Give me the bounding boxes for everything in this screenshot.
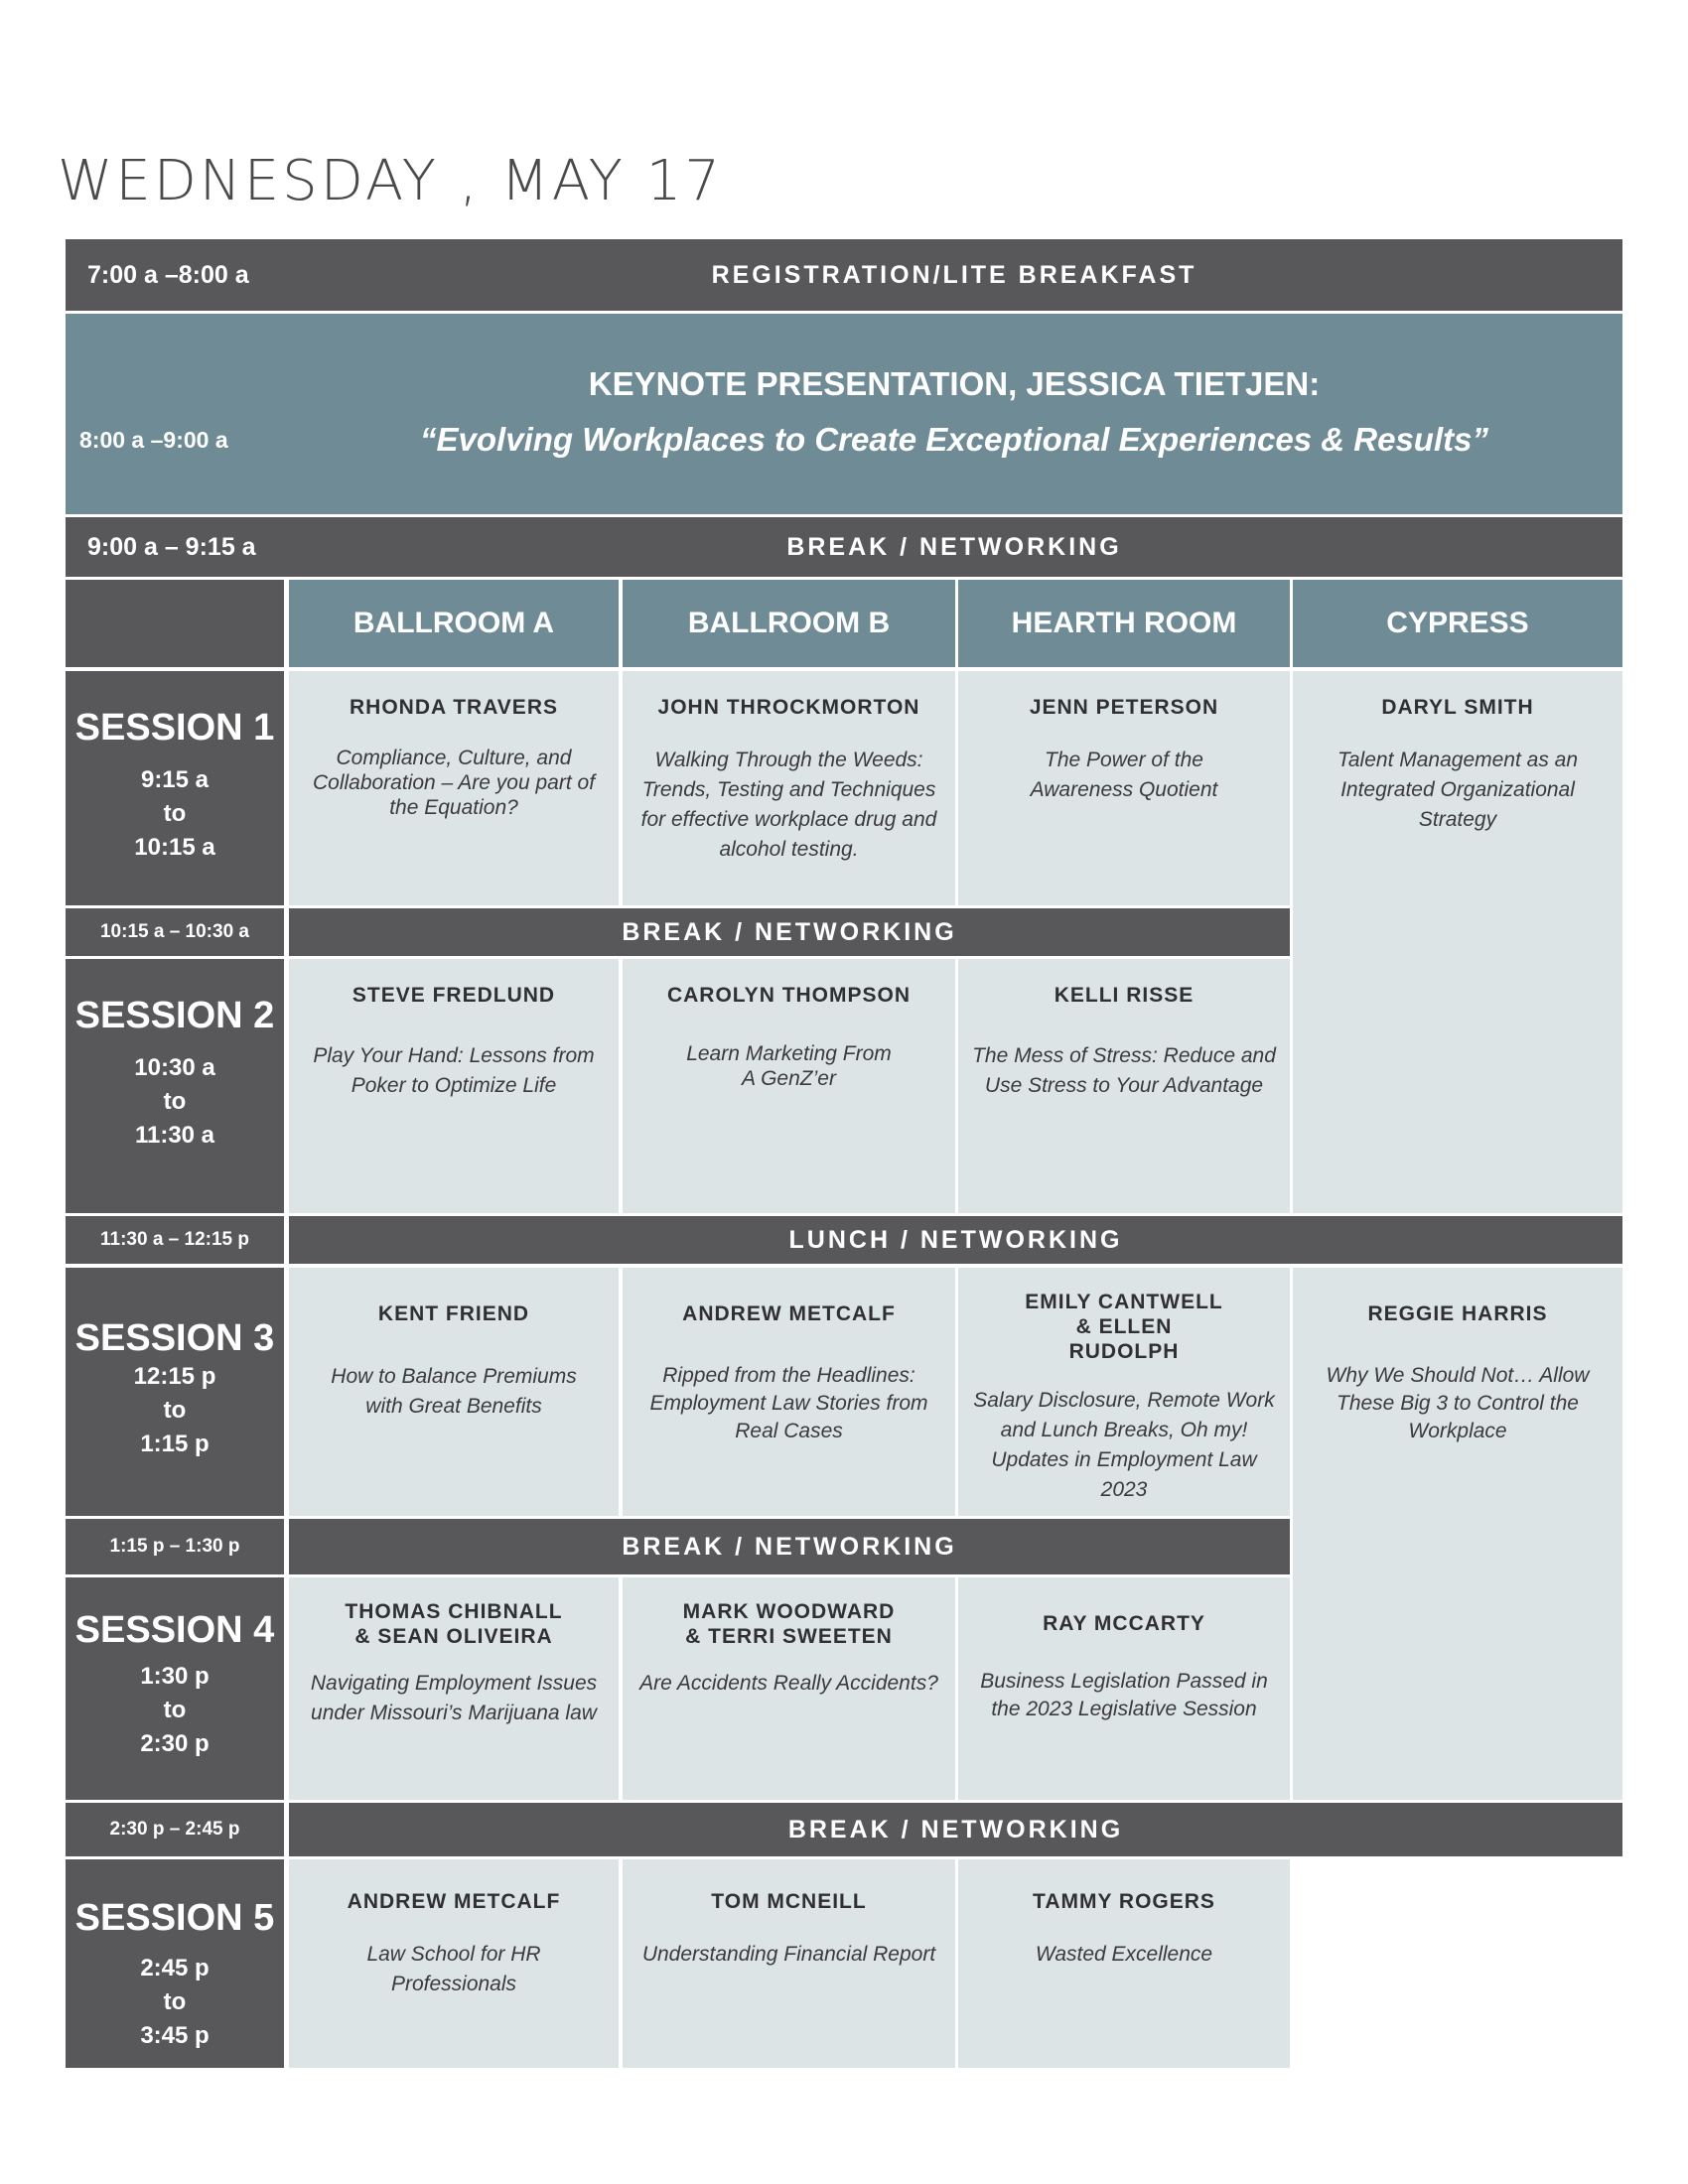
session-end: 10:15 a: [134, 834, 215, 861]
speaker-name: KENT FRIEND: [377, 1302, 530, 1325]
talk-title: Compliance, Culture, and Collaboration – Are you part of the Equation?: [312, 747, 596, 819]
session-cell: [289, 1268, 619, 1516]
talk-title: Learn Marketing From A GenZ’er: [686, 1042, 892, 1090]
speaker-name: ANDREW METCALF: [682, 1302, 896, 1325]
talk-title: Law School for HR Professionals: [366, 1943, 541, 1995]
speaker-name: JOHN THROCKMORTON: [657, 696, 920, 719]
talk-title: The Mess of Stress: Reduce and Use Stress to Your Advantage: [972, 1044, 1276, 1097]
session-name: SESSION 3: [74, 1317, 275, 1359]
speaker-name: RHONDA TRAVERS: [349, 696, 558, 719]
session-cell: [1293, 671, 1622, 1213]
session-name: SESSION 4: [74, 1609, 275, 1651]
talk-title: Walking Through the Weeds: Trends, Testing and Techniques for effective workplace drug and alcohol testing.: [640, 749, 937, 861]
keynote-subtitle: “Evolving Workplaces to Create Exceptional Experiences & Results”: [420, 421, 1488, 458]
break-label: BREAK / NETWORKING: [289, 1803, 1622, 1856]
session-end: 2:30 p: [140, 1730, 210, 1757]
session-end: 11:30 a: [134, 1122, 215, 1149]
talk-title: Understanding Financial Report: [641, 1943, 936, 1966]
session-end: 3:45 p: [140, 2022, 210, 2049]
room-header-cypress: CYPRESS: [1293, 580, 1622, 667]
talk-title: Ripped from the Headlines: Employment Law Stories from Real Cases: [649, 1364, 928, 1442]
room-header-ballroom-a: BALLROOM A: [289, 580, 619, 667]
speaker-name: ANDREW METCALF: [347, 1890, 561, 1913]
registration-time: 7:00 a –8:00 a: [66, 239, 286, 311]
speaker-name: CAROLYN THOMPSON: [666, 984, 912, 1007]
speaker-name: REGGIE HARRIS: [1367, 1302, 1548, 1325]
speaker-name: THOMAS CHIBNALL & SEAN OLIVEIRA: [345, 1600, 563, 1648]
talk-title: Talent Management as an Integrated Organizational Strategy: [1336, 749, 1579, 831]
session-cell: [289, 959, 619, 1213]
talk-title: Navigating Employment Issues under Missouri’s Marijuana law: [310, 1672, 598, 1724]
session-cell: [958, 1577, 1290, 1800]
talk-title: The Power of the Awareness Quotient: [1030, 749, 1218, 801]
page-title: WEDNESDAY , MAY 17: [58, 149, 723, 213]
speaker-name: TAMMY ROGERS: [1033, 1890, 1215, 1913]
session-to: to: [163, 800, 187, 827]
session-start: 2:45 p: [140, 1955, 210, 1981]
session-name: SESSION 5: [74, 1897, 275, 1939]
session-end: 1:15 p: [140, 1431, 210, 1457]
break-label: BREAK / NETWORKING: [289, 1519, 1290, 1574]
session-cell: [1293, 1268, 1622, 1800]
session-cell: [958, 959, 1290, 1213]
session-label: [66, 959, 284, 1213]
session-cell: [623, 1577, 955, 1800]
session-cell: [958, 1268, 1290, 1516]
session-start: 10:30 a: [134, 1054, 215, 1081]
session-name: SESSION 1: [74, 707, 275, 749]
session-label: [66, 671, 284, 905]
session-cell: [289, 1859, 619, 2068]
session-cell: [289, 1577, 619, 1800]
room-header-hearth-room: HEARTH ROOM: [958, 580, 1290, 667]
lunch-label: LUNCH / NETWORKING: [289, 1216, 1622, 1264]
talk-title: Why We Should Not… Allow These Big 3 to Control the Workplace: [1326, 1364, 1590, 1442]
break-time: 2:30 p – 2:45 p: [66, 1803, 284, 1856]
speaker-name: TOM MCNEILL: [711, 1890, 867, 1913]
speaker-name: RAY MCCARTY: [1043, 1612, 1205, 1635]
session-to: to: [163, 1988, 187, 2015]
speaker-name: STEVE FREDLUND: [352, 984, 556, 1007]
talk-title: Salary Disclosure, Remote Work and Lunch Breaks, Oh my! Updates in Employment Law 2023: [973, 1389, 1275, 1501]
session-cell: [623, 1268, 955, 1516]
session-cell: [289, 671, 619, 905]
speaker-name: KELLI RISSE: [1054, 984, 1195, 1007]
session-label: [66, 1577, 284, 1800]
session-cell: [958, 671, 1290, 905]
talk-title: Wasted Excellence: [1035, 1943, 1213, 1966]
session-start: 12:15 p: [133, 1363, 216, 1390]
speaker-name: DARYL SMITH: [1381, 696, 1534, 719]
break-time: 10:15 a – 10:30 a: [66, 908, 284, 956]
talk-title: How to Balance Premiums with Great Benefits: [331, 1365, 577, 1418]
break-time: 9:00 a – 9:15 a: [66, 517, 286, 577]
break-time: 1:15 p – 1:30 p: [66, 1519, 284, 1574]
room-header-corner: [66, 580, 284, 667]
talk-title: Are Accidents Really Accidents?: [639, 1672, 938, 1695]
break-label: BREAK / NETWORKING: [289, 908, 1290, 956]
session-start: 1:30 p: [140, 1663, 210, 1690]
session-to: to: [163, 1397, 187, 1424]
session-cell: [623, 959, 955, 1213]
session-to: to: [163, 1088, 187, 1115]
speaker-name: EMILY CANTWELL & ELLEN RUDOLPH: [1025, 1291, 1223, 1363]
session-label: [66, 1268, 284, 1516]
keynote-heading: KEYNOTE PRESENTATION, JESSICA TIETJEN:: [588, 365, 1321, 402]
break-time: 11:30 a – 12:15 p: [66, 1216, 284, 1264]
talk-title: Business Legislation Passed in the 2023 Legislative Session: [980, 1670, 1268, 1720]
session-cell: [958, 1859, 1290, 2068]
session-label: [66, 1859, 284, 2068]
session-start: 9:15 a: [140, 766, 210, 793]
keynote-content: [286, 314, 1622, 514]
registration-label: REGISTRATION/LITE BREAKFAST: [286, 239, 1622, 311]
speaker-name: MARK WOODWARD & TERRI SWEETEN: [682, 1600, 896, 1648]
talk-title: Play Your Hand: Lessons from Poker to Optimize Life: [313, 1044, 595, 1097]
keynote-time: 8:00 a –9:00 a: [79, 427, 228, 453]
break-label: BREAK / NETWORKING: [286, 517, 1622, 577]
session-name: SESSION 2: [74, 995, 275, 1036]
speaker-name: JENN PETERSON: [1029, 696, 1219, 719]
session-cell: [623, 671, 955, 905]
session-to: to: [163, 1697, 187, 1723]
session-cell: [623, 1859, 955, 2068]
room-header-ballroom-b: BALLROOM B: [623, 580, 955, 667]
